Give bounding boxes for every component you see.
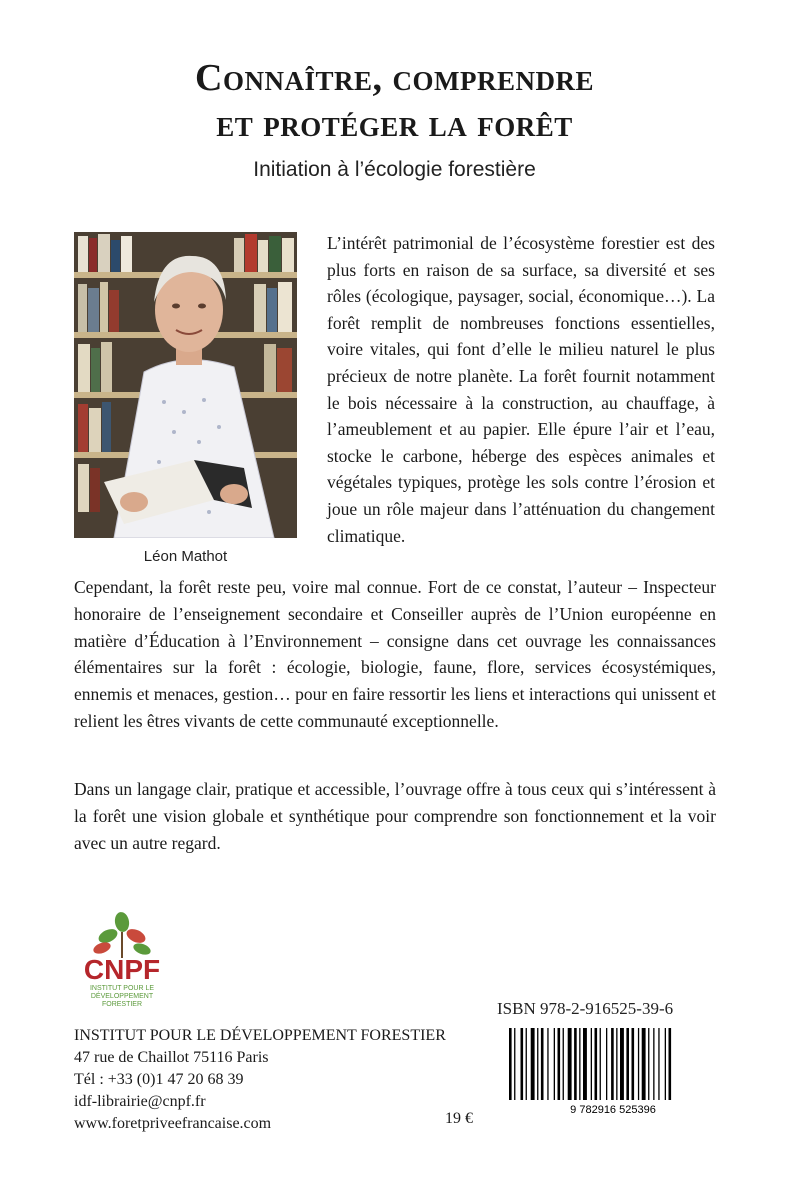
- logo-tagline-3: FORESTIER: [101, 1001, 143, 1008]
- logo-tagline-2: DÉVELOPPEMENT: [90, 993, 154, 1000]
- publisher-email: idf-librairie@cnpf.fr: [74, 1093, 206, 1110]
- body-paragraph-3: Dans un langage clair, pratique et accessible, l’ouvrage offre à tous ceux qui s’intéressent à la forêt une vision globale et synthétique pour comprendre son fonctionnement et la voir avec un autre regard.: [74, 779, 716, 853]
- author-caption: Léon Mathot: [143, 548, 228, 565]
- publisher-phone: Tél : +33 (0)1 47 20 68 39: [74, 1071, 244, 1088]
- barcode: [497, 1028, 717, 1116]
- author-photo: [74, 232, 297, 538]
- barcode-digits: 9 782916 525396: [570, 1104, 656, 1116]
- title-line-2: et protéger la forêt: [216, 103, 573, 145]
- logo-tagline-1: INSTITUT POUR LE: [89, 985, 155, 992]
- title-line-1: Connaître, comprendre: [195, 57, 594, 99]
- isbn-label: ISBN 978-2-916525-39-6: [497, 999, 674, 1018]
- publisher-address: 47 rue de Chaillot 75116 Paris: [74, 1049, 269, 1066]
- publisher-website: www.foretpriveefrancaise.com: [74, 1115, 272, 1132]
- cnpf-logo: [74, 906, 170, 1010]
- subtitle: Initiation à l’écologie forestière: [253, 158, 536, 181]
- leaf-icon: [92, 911, 152, 958]
- publisher-name: INSTITUT POUR LE DÉVELOPPEMENT FORESTIER: [74, 1027, 446, 1044]
- publisher-block: [74, 1025, 446, 1135]
- body-paragraph-2: Cependant, la forêt reste peu, voire mal connue. Fort de ce constat, l’auteur – Inspecteur honoraire de l’enseignement secondaire et Conseiller auprès de l’Union européenne en matière d’Éducation à l’Environnement – consigne dans cet ouvrage les connaissances élémentaires sur la forêt : écologie, biologie, faune, flore, services écosystémiques, ennemis et menaces, gestion… pour en faire ressortir les liens et interactions qui unissent et relient les êtres vivants de cette communauté exceptionnelle.: [74, 577, 716, 731]
- intro-paragraph: L’intérêt patrimonial de l’écosystème forestier est des plus forts en raison de sa surface, sa diversité et ses rôles (écologique, paysager, social, économique…). La forêt remplit de nombreuses fonctions essentielles, voire vitales, qui font d’elle le milieu naturel le plus précieux de notre planète. La forêt fournit notamment le bois nécessaire à la construction, au chauffage, à l’ameublement et au papier. Elle épure l’air et l’eau, stocke le carbone, héberge des espèces animales et végétales typiques, protège les sols contre l’érosion et joue un rôle majeur dans l’atténuation du changement climatique.: [327, 233, 715, 546]
- price: 19 €: [445, 1110, 473, 1127]
- logo-wordmark: CNPF: [83, 954, 161, 985]
